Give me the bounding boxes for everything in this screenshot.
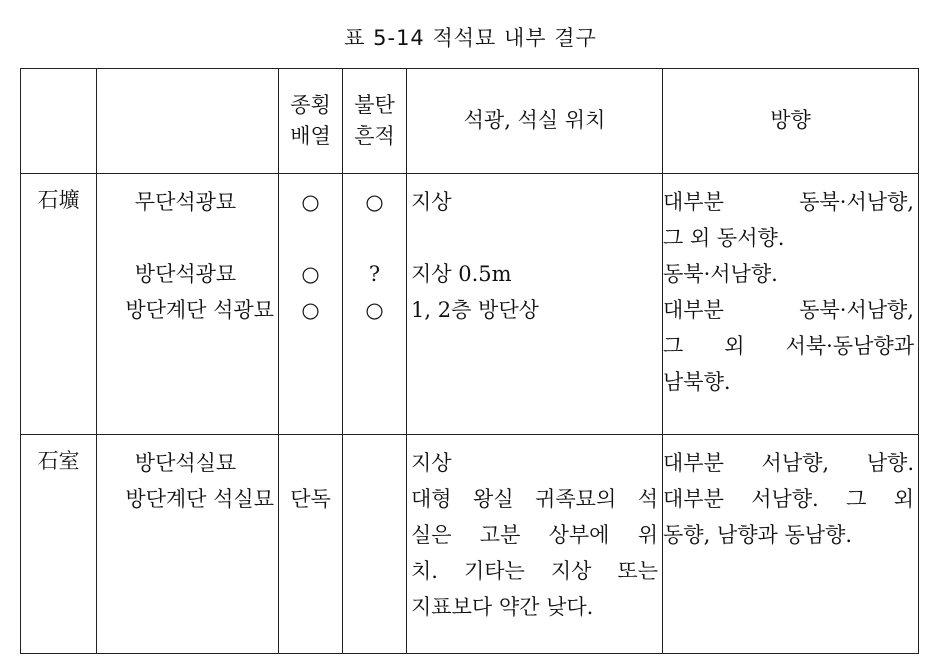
- header-category: [21, 69, 97, 174]
- circle-mark: ○: [301, 262, 320, 286]
- table-row: [21, 174, 919, 435]
- category-cell: 石壙: [21, 174, 97, 435]
- direction-line: 동향, 남향과 동남향.: [663, 523, 852, 547]
- location-line: 실은 고분 상부에 위: [411, 523, 658, 547]
- header-type: [97, 69, 279, 174]
- circle-mark: ○: [365, 190, 384, 214]
- direction-line: 대부분 서남향, 남향.: [663, 451, 914, 475]
- location-line: 지상: [411, 451, 452, 475]
- type-item: 방단계단 석광묘: [125, 298, 274, 322]
- direction-line: 그 외 동서향.: [663, 226, 785, 250]
- location-cell: [407, 174, 663, 435]
- direction-line: 대부분 서남향. 그 외: [663, 487, 914, 511]
- burn-cell: [343, 174, 407, 435]
- location-line: 지표보다 약간 낮다.: [411, 595, 594, 619]
- table-caption: 표 5-14 적석묘 내부 결구: [344, 26, 597, 50]
- header-arrangement-line1: 종횡: [290, 92, 331, 117]
- direction-cell: [663, 435, 919, 654]
- location-item: 지상 0.5m: [411, 262, 512, 286]
- header-arrangement-line2: 배열: [290, 124, 331, 148]
- type-item: 방단석실묘: [134, 451, 237, 475]
- location-cell: [407, 435, 663, 654]
- header-direction: 방향: [663, 69, 919, 174]
- direction-cell: [663, 174, 919, 435]
- circle-mark: ○: [365, 298, 384, 322]
- location-item: 지상: [411, 190, 452, 214]
- burial-structure-table: [20, 68, 919, 654]
- arrangement-cell: [279, 435, 343, 654]
- spacer: [279, 220, 342, 256]
- location-item: 1, 2층 방단상: [411, 298, 539, 322]
- header-row: [21, 69, 919, 174]
- spacer: [279, 445, 342, 481]
- spacer: [407, 220, 662, 256]
- type-item: 방단석광묘: [134, 262, 237, 286]
- table-row: [21, 435, 919, 654]
- header-arrangement: [279, 69, 343, 174]
- spacer: [343, 220, 406, 256]
- type-cell: [97, 174, 279, 435]
- direction-line: 대부분 동북·서남향,: [663, 298, 914, 322]
- location-line: 대형 왕실 귀족묘의 석: [411, 487, 658, 511]
- header-burn: [343, 69, 407, 174]
- header-burn-line2: 흔적: [354, 124, 395, 148]
- category-cell: 石室: [21, 435, 97, 654]
- type-cell: [97, 435, 279, 654]
- circle-mark: ○: [301, 190, 320, 214]
- arrangement-text: 단독: [290, 487, 331, 511]
- header-burn-line1: 불탄: [354, 92, 395, 117]
- circle-mark: ○: [301, 298, 320, 322]
- direction-line: 남북향.: [663, 370, 731, 394]
- type-item: 방단계단 석실묘: [125, 487, 274, 511]
- direction-line: 그 외 서북·동남향과: [663, 334, 914, 358]
- direction-line: 대부분 동북·서남향,: [663, 190, 914, 214]
- burn-cell: [343, 435, 407, 654]
- header-location: 석광, 석실 위치: [407, 69, 663, 174]
- question-mark: ?: [368, 262, 381, 286]
- type-item: 무단석광묘: [134, 190, 237, 214]
- direction-line: 동북·서남향.: [663, 262, 778, 286]
- arrangement-cell: [279, 174, 343, 435]
- location-line: 치. 기타는 지상 또는: [411, 559, 658, 583]
- spacer: [97, 220, 278, 256]
